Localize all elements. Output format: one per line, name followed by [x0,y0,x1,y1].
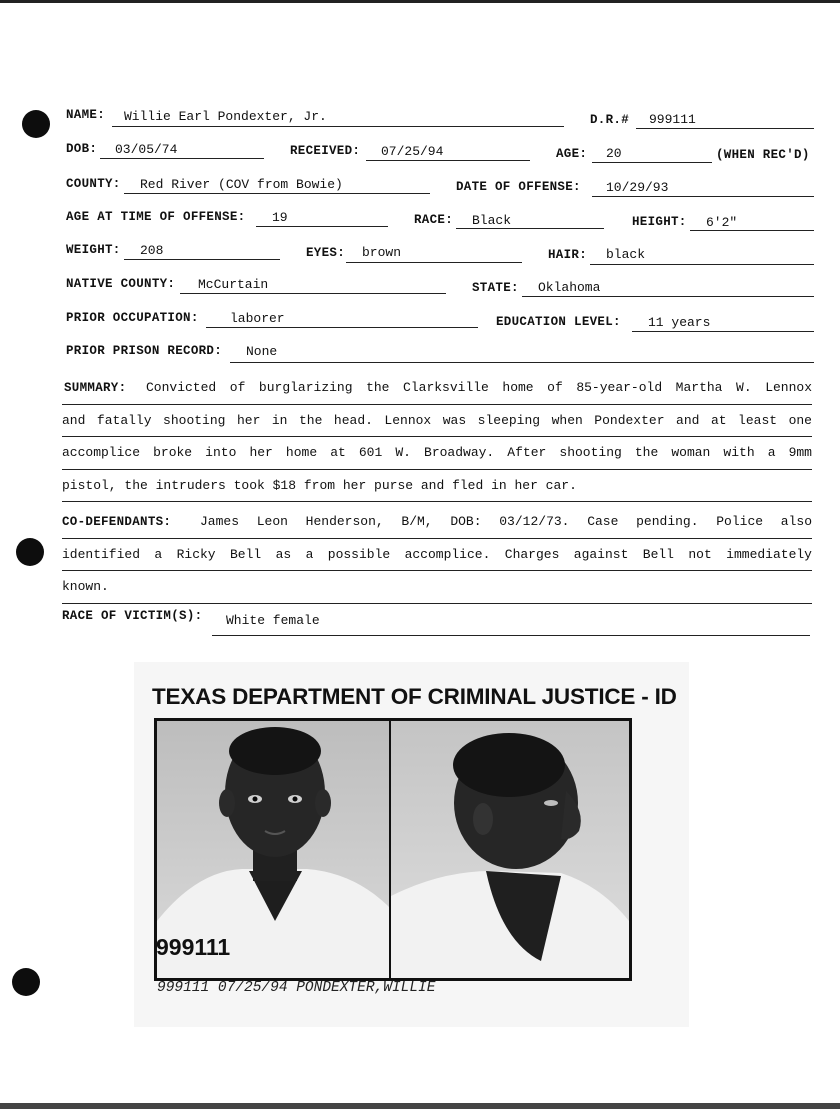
codefendants-line: known. [62,571,812,604]
received-value: 07/25/94 [381,144,444,159]
state-value: Oklahoma [538,280,601,295]
prior-occupation-value: laborer [230,311,285,326]
prior-prison-record-value: None [246,344,278,359]
id-card-number: 999111 [156,934,231,960]
eyes-label: EYES: [306,246,346,260]
received-label: RECEIVED: [290,144,361,158]
race-of-victim-label: RACE OF VICTIM(S): [62,609,203,623]
prior-occupation-label: PRIOR OCCUPATION: [66,311,199,325]
age-at-offense-underline [256,226,388,227]
prior-prison-record-label: PRIOR PRISON RECORD: [66,344,223,358]
county-label: COUNTY: [66,177,121,191]
punch-hole-bottom [12,968,40,996]
dr-label: D.R.# [590,113,630,127]
age-at-offense-value: 19 [272,210,288,225]
native-county-underline [180,293,446,294]
punch-hole-middle [16,538,44,566]
county-value: Red River (COV from Bowie) [140,177,343,192]
summary-line: SUMMARY: Convicted of burglarizing the Clarksville home of 85-year-old Martha W. Lennox [62,372,812,405]
date-of-offense-value: 10/29/93 [606,180,669,195]
height-label: HEIGHT: [632,215,687,229]
when-received-note: (WHEN REC'D) [716,148,810,162]
county-underline [124,193,430,194]
summary-line: and fatally shooting her in the head. Lennox was sleeping when Pondexter and at least one [62,405,812,438]
summary-label: SUMMARY: [64,381,127,395]
received-underline [366,160,530,161]
codefendants-line: CO-DEFENDANTS: James Leon Henderson, B/M, DOB: 03/12/73. Case pending. Police also [62,506,812,539]
weight-underline [124,259,280,260]
hair-label: HAIR: [548,248,588,262]
age-value: 20 [606,146,622,161]
race-of-victim-underline [212,635,810,636]
codefendants-block [62,506,812,604]
eyes-value: brown [362,245,402,260]
punch-hole-top [22,110,50,138]
state-underline [522,296,814,297]
summary-line: pistol, the intruders took $18 from her purse and fled in her car. [62,470,812,503]
hair-value: black [606,247,646,262]
dob-value: 03/05/74 [115,142,178,157]
date-of-offense-underline [592,196,814,197]
race-of-victim-value: White female [226,613,320,628]
name-label: NAME: [66,108,106,122]
native-county-value: McCurtain [198,277,269,292]
age-underline [592,162,712,163]
dr-value: 999111 [649,112,696,127]
name-underline [112,126,564,127]
dr-underline [636,128,814,129]
education-level-label: EDUCATION LEVEL: [496,315,621,329]
id-card-title: TEXAS DEPARTMENT OF CRIMINAL JUSTICE - ID [152,684,677,709]
summary-line: accomplice broke into her home at 601 W. Broadway. After shooting the woman with a 9mm [62,437,812,470]
race-underline [456,228,604,229]
height-value: 6'2" [706,215,738,230]
education-level-value: 11 years [648,315,711,330]
scan-bottom-edge [0,1103,840,1109]
name-value: Willie Earl Pondexter, Jr. [124,109,327,124]
codefendants-label: CO-DEFENDANTS: [62,515,172,529]
state-label: STATE: [472,281,519,295]
dob-label: DOB: [66,142,98,156]
scan-top-edge [0,0,840,3]
race-label: RACE: [414,213,454,227]
weight-value: 208 [140,243,164,258]
mugshot-profile-photo [389,718,632,981]
age-label: AGE: [556,147,588,161]
eyes-underline [346,262,522,263]
native-county-label: NATIVE COUNTY: [66,277,176,291]
dob-underline [100,158,264,159]
prior-occupation-underline [206,327,478,328]
weight-label: WEIGHT: [66,243,121,257]
prior-prison-record-underline [230,362,814,363]
id-card-caption: 999111 07/25/94 PONDEXTER,WILLIE [157,980,436,996]
height-underline [690,230,814,231]
hair-underline [590,264,814,265]
date-of-offense-label: DATE OF OFFENSE: [456,180,581,194]
summary-block [62,372,812,502]
race-value: Black [472,213,512,228]
codefendants-line: identified a Ricky Bell as a possible accomplice. Charges against Bell not immediately [62,539,812,572]
age-at-offense-label: AGE AT TIME OF OFFENSE: [66,210,246,224]
education-level-underline [632,331,814,332]
